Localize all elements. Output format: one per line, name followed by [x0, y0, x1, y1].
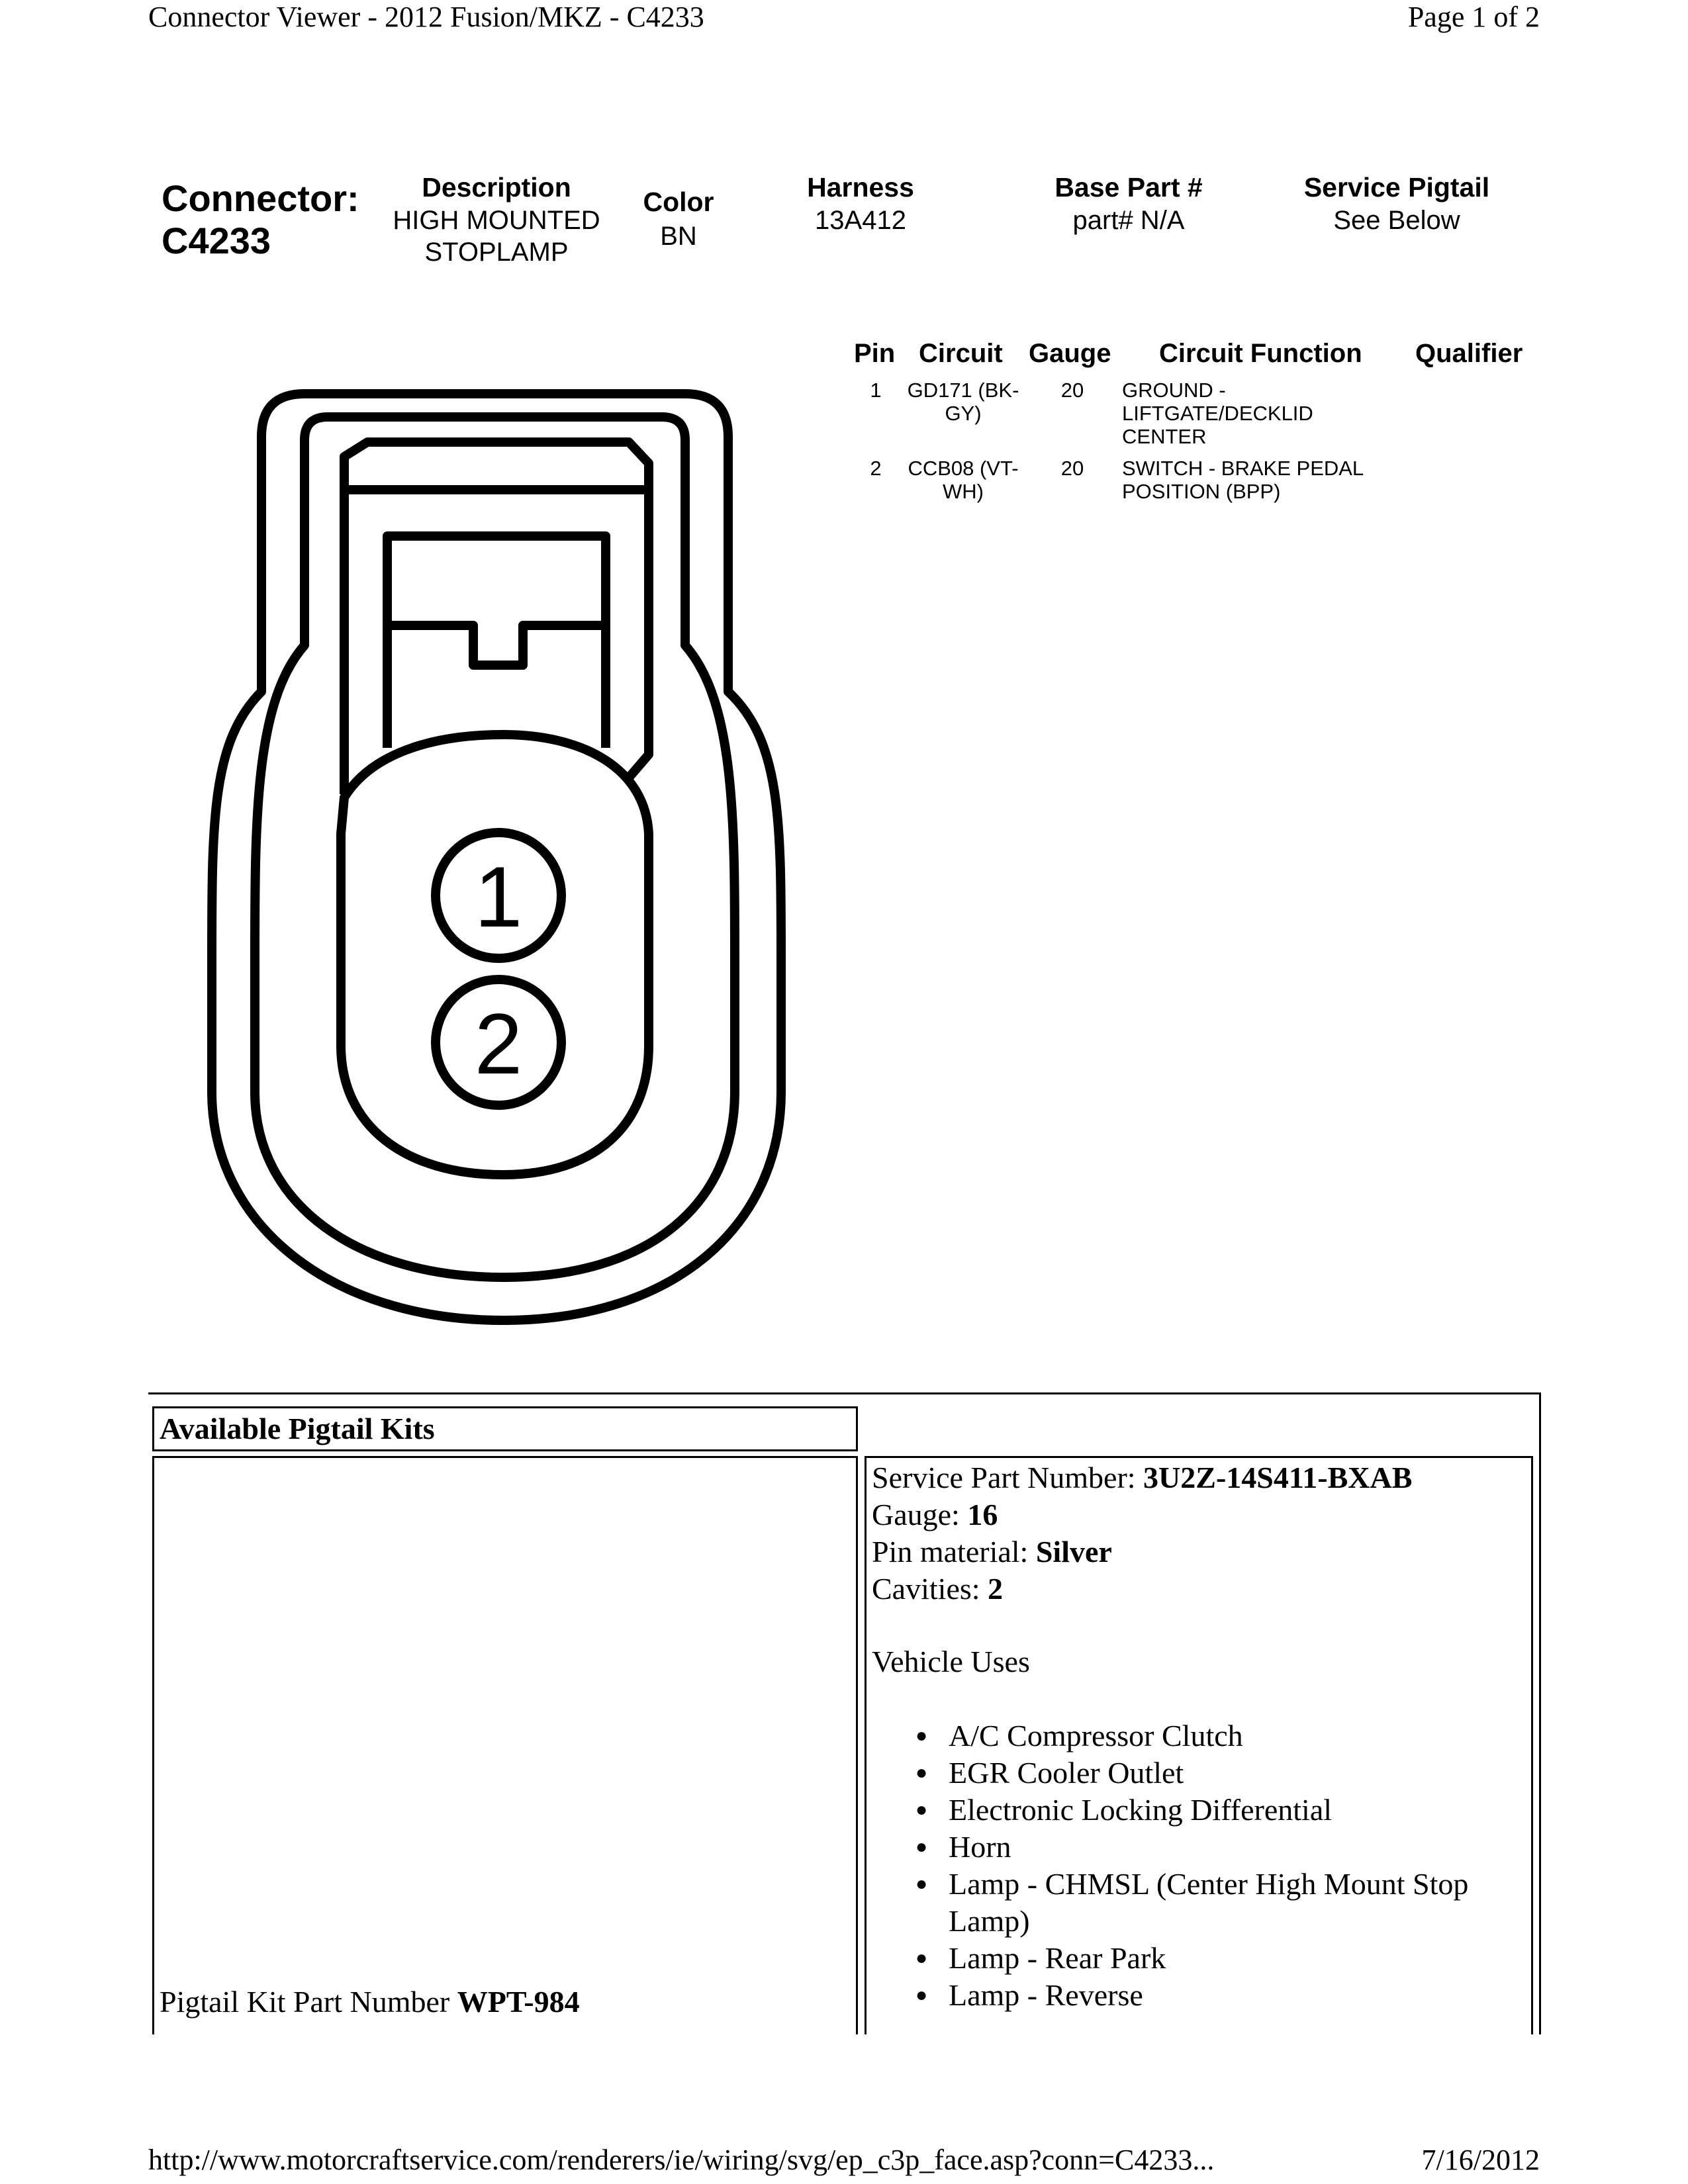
- vehicle-use-text: Lamp - CHMSL (Center High Mount Stop Lamp): [949, 1867, 1469, 1938]
- connector-label-heading: Connector:: [162, 177, 359, 219]
- bullet-icon: ●: [915, 1725, 928, 1747]
- gauge-value: 20: [1060, 457, 1084, 480]
- print-date: 7/16/2012: [1421, 2144, 1540, 2176]
- kits-top-rule: [148, 1392, 1541, 1394]
- kit-part-number-label: Pigtail Kit Part Number: [160, 1985, 457, 2019]
- kit-pin-material-value: Silver: [1035, 1535, 1112, 1569]
- bullet-icon: ●: [915, 1873, 928, 1895]
- kit-details: [872, 1459, 1412, 1680]
- vehicle-use-text: Lamp - Reverse: [949, 1978, 1143, 2012]
- circuit-id-line1: GD171 (BK-: [907, 379, 1019, 402]
- bullet-icon: ●: [915, 1762, 928, 1784]
- service-part-number-value: 3U2Z-14S411-BXAB: [1143, 1461, 1413, 1494]
- color-value: BN: [660, 222, 697, 251]
- description-heading: Description: [422, 172, 571, 203]
- vehicle-use-text: EGR Cooler Outlet: [949, 1756, 1184, 1790]
- base-part-heading: Base Part #: [1055, 172, 1203, 203]
- list-item: [915, 1717, 1524, 1754]
- circuit-id-line2: WH): [943, 480, 984, 503]
- circuit-function-line1: SWITCH - BRAKE PEDAL: [1122, 457, 1364, 480]
- pin-table-header-qualifier: Qualifier: [1415, 339, 1523, 368]
- circuit-id-line2: GY): [945, 402, 982, 425]
- kit-gauge-value: 16: [967, 1498, 998, 1531]
- list-item: [915, 1940, 1524, 1977]
- vehicle-uses-list: [915, 1717, 1524, 2014]
- pin-table-header-gauge: Gauge: [1029, 339, 1111, 368]
- bullet-icon: ●: [915, 1836, 928, 1858]
- bullet-icon: ●: [915, 1799, 928, 1821]
- kits-title: Available Pigtail Kits: [160, 1412, 435, 1445]
- kits-title-cell: [152, 1406, 858, 1451]
- service-pigtail-heading: Service Pigtail: [1303, 172, 1490, 203]
- harness-heading: Harness: [807, 172, 914, 203]
- vehicle-use-text: Lamp - Rear Park: [949, 1941, 1166, 1975]
- vehicle-use-text: A/C Compressor Clutch: [949, 1719, 1243, 1752]
- kit-cavities: [872, 1570, 1412, 1608]
- kit-part-number-value: WPT-984: [457, 1985, 580, 2019]
- service-part-number-label: Service Part Number:: [872, 1461, 1144, 1494]
- base-part-value: part# N/A: [1072, 206, 1185, 235]
- kit-gauge-label: Gauge:: [872, 1498, 968, 1531]
- pin-number: 2: [870, 457, 882, 480]
- connector-inner-housing: [255, 417, 735, 1277]
- vehicle-uses-heading: Vehicle Uses: [872, 1645, 1030, 1678]
- circuit-function-line3: CENTER: [1122, 425, 1207, 448]
- pin-number: 1: [870, 379, 882, 402]
- list-item: [915, 1754, 1524, 1792]
- service-pigtail-value: See Below: [1333, 206, 1460, 235]
- kits-right-rule: [1539, 1392, 1541, 2034]
- description-value-line1: HIGH MOUNTED: [393, 206, 600, 235]
- page-number: Page 1 of 2: [1407, 1, 1540, 33]
- vehicle-use-text: Electronic Locking Differential: [949, 1793, 1333, 1827]
- document-title: Connector Viewer - 2012 Fusion/MKZ - C4233: [148, 1, 704, 33]
- kit-cavities-label: Cavities:: [872, 1572, 988, 1606]
- circuit-id-line1: CCB08 (VT-: [908, 457, 1019, 480]
- circuit-function-line2: LIFTGATE/DECKLID: [1122, 402, 1313, 425]
- list-item: [915, 1977, 1524, 2014]
- kit-details-cell: [865, 1456, 1533, 2034]
- pin-table-header-circuit: Circuit: [919, 339, 1003, 368]
- circuit-function-line1: GROUND -: [1122, 379, 1226, 402]
- pin-2-label: 2: [474, 995, 523, 1092]
- source-url-link[interactable]: http://www.motorcraftservice.com/renderers/ie/wiring/svg/ep_c3p_face.asp?conn=C4233...: [148, 2144, 1215, 2176]
- kit-pin-material-label: Pin material:: [872, 1535, 1036, 1569]
- bullet-icon: ●: [915, 1947, 928, 1969]
- pin-table-header-circuit-function: Circuit Function: [1159, 339, 1362, 368]
- pin-1-label: 1: [474, 848, 523, 945]
- circuit-function-line2: POSITION (BPP): [1122, 480, 1281, 503]
- kit-gauge: [872, 1496, 1412, 1533]
- kit-cavities-value: 2: [988, 1572, 1004, 1606]
- bullet-icon: ●: [915, 1984, 928, 2006]
- pin-table-header-pin: Pin: [854, 339, 896, 368]
- kit-pin-material: [872, 1533, 1412, 1570]
- vehicle-use-text: Horn: [949, 1830, 1011, 1864]
- connector-id: C4233: [162, 220, 271, 261]
- description-value-line2: STOPLAMP: [424, 238, 569, 267]
- color-heading: Color: [643, 187, 714, 217]
- gauge-value: 20: [1060, 379, 1084, 402]
- kit-part-number: [160, 1983, 580, 2021]
- connector-latch-window: [387, 536, 606, 748]
- list-item: [915, 1866, 1524, 1940]
- list-item: [915, 1792, 1524, 1829]
- list-item: [915, 1829, 1524, 1866]
- kit-image-cell: [152, 1456, 858, 2034]
- service-part-number: [872, 1459, 1412, 1496]
- harness-value: 13A412: [815, 206, 906, 235]
